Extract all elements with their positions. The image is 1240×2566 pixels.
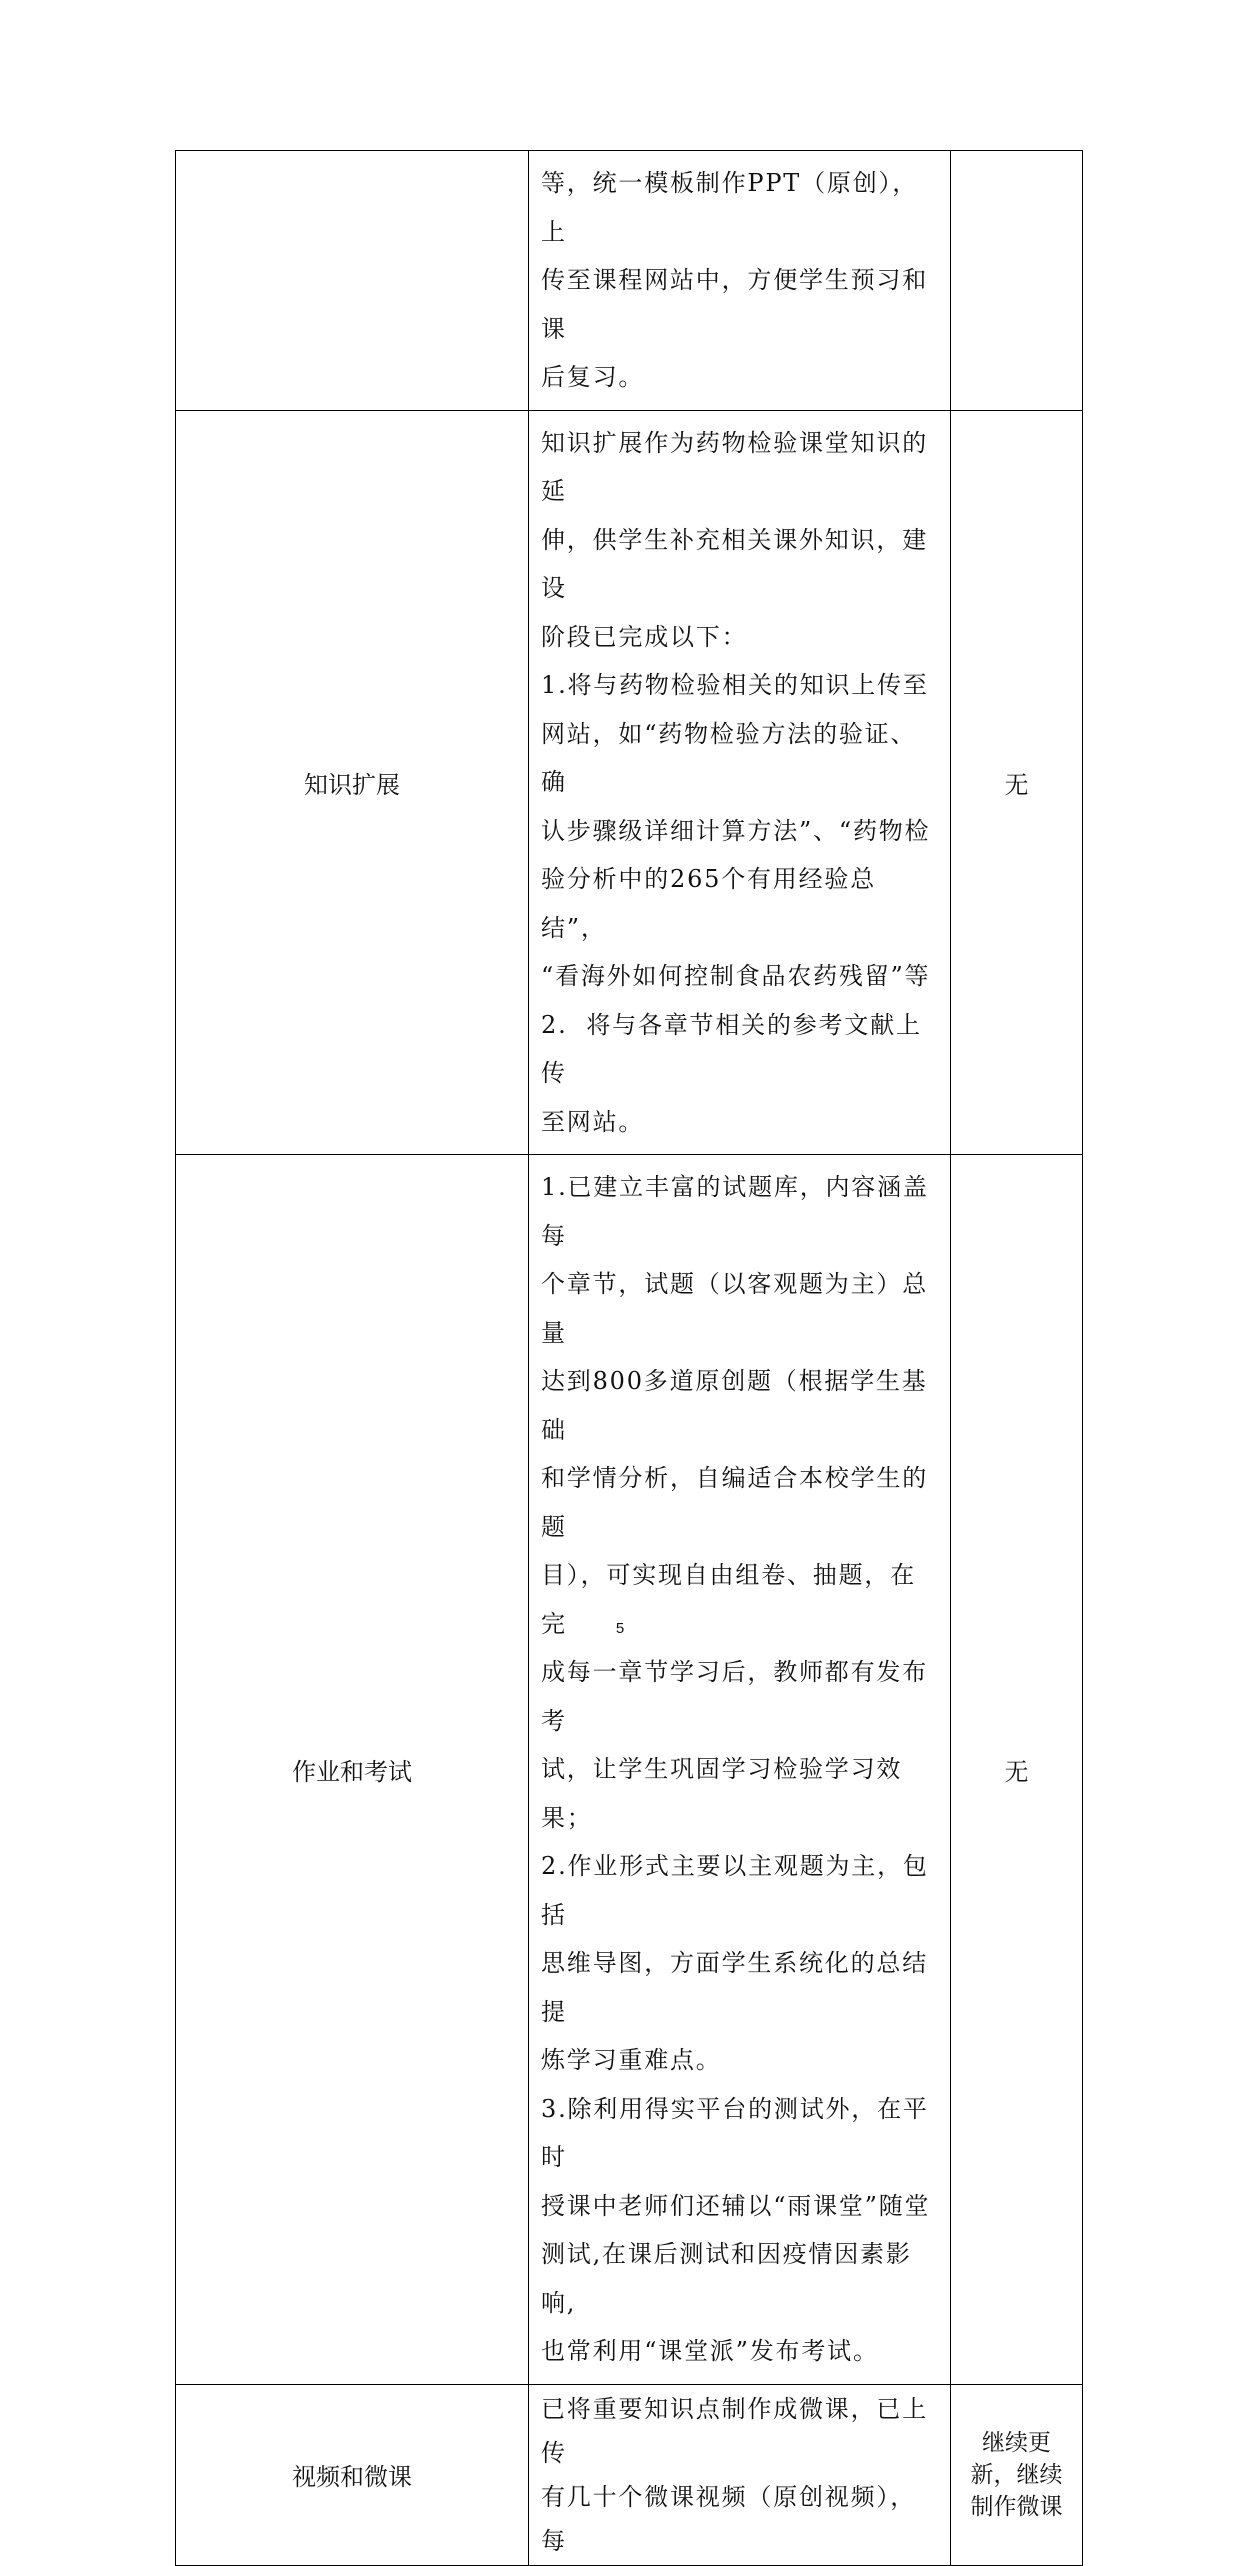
content-text: 1.已建立丰富的试题库，内容涵盖每 个章节，试题（以客观题为主）总量 达到800多道原创题（根据学生基础 和学情分析，自编适合本校学生的题 目），可实现自由组卷、抽题，在完 成每一章节学习后，教师都有发布考 试，让学生巩固学习检验学习效果； 2.作业形式主要以主观题为主，包括 思维导图，方面学生系统化的总结提 炼学习重难点。 3.除利用得实平台的测试外，在平时 授课中老师们还辅以“雨课堂”随堂 测试,在课后测试和因疫情因素影响, 也常利用“课堂派”发布考试。	[541, 1173, 931, 2365]
section-cell: 作业和考试	[176, 1155, 529, 2385]
content-text: 等，统一模板制作PPT（原创），上 传至课程网站中，方便学生预习和课 后复习。	[541, 169, 928, 391]
table-row	[176, 410, 1083, 1155]
note-cell: 无	[951, 1155, 1083, 2385]
content-cell	[529, 2384, 951, 2565]
content-cell	[529, 410, 951, 1155]
course-construction-table	[175, 150, 1083, 2566]
page-number: 5	[615, 1620, 625, 1637]
content-text: 知识扩展作为药物检验课堂知识的延 伸，供学生补充相关课外知识，建设 阶段已完成以下： 1.将与药物检验相关的知识上传至 网站，如“药物检验方法的验证、确 认步骤级详细计算方法”、“药物检 验分析中的265个有用经验总结”， “看海外如何控制食品农药残留”等 2. 将与各章节相关的参考文献上传 至网站。	[541, 428, 931, 1136]
table-row	[176, 2384, 1083, 2565]
section-cell: 知识扩展	[176, 410, 529, 1155]
table-row	[176, 151, 1083, 411]
content-cell	[529, 151, 951, 411]
note-cell	[951, 151, 1083, 411]
content-cell	[529, 1155, 951, 2385]
section-cell	[176, 151, 529, 411]
note-cell: 无	[951, 410, 1083, 1155]
table-row	[176, 1155, 1083, 2385]
note-cell: 继续更 新，继续 制作微课	[951, 2384, 1083, 2565]
content-text: 已将重要知识点制作成微课，已上传 有几十个微课视频（原创视频），每	[541, 2394, 928, 2555]
section-cell: 视频和微课	[176, 2384, 529, 2565]
